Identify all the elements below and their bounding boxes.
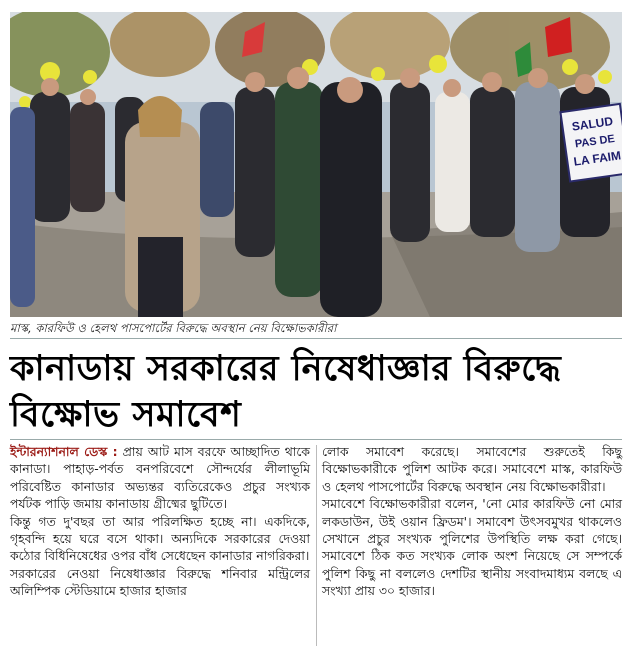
divider xyxy=(10,338,622,339)
paragraph: সরকারের নেওয়া নিষেধাজ্ঞার বিরুদ্ধে শনিবার মন্ট্রিলের অলিম্পিক স্টেডিয়ামে হাজার হাজার xyxy=(10,565,310,599)
news-photo xyxy=(10,12,622,317)
desk-label: ইন্টারন্যাশনাল ডেস্ক : xyxy=(10,444,118,459)
paragraph-text: প্রায় আট মাস বরফে আচ্ছাদিত থাকে কানাডা। পাহাড়-পর্বত বনপরিবেশে সৌন্দর্যের লীলাভূমি পরিবেষ্টিত কানাডার অভ্যন্তর ব্যতিরেকেও প্রচুর সংখ্যক পর্যটক পাড়ি জমায় কানাডায় গ্রীষ্মের ছুটিতে। xyxy=(10,444,310,512)
headline-line-1: কানাডায় সরকারের নিষেধাজ্ঞার বিরুদ্ধে xyxy=(10,349,562,389)
article-column-2 xyxy=(322,443,622,648)
paragraph: লোক সমাবেশ করেছে। সমাবেশের শুরুতেই কিছু বিক্ষোভকারীকে পুলিশ আটক করে। সমাবেশে মাস্ক, কারফিউ ও হেলথ পাসপোর্টের বিরুদ্ধে অবস্থান নেয় বিক্ষোভকারীরা। xyxy=(322,444,622,494)
placard-text: LA FAIM xyxy=(572,148,622,169)
paragraph: সমাবেশে বিক্ষোভকারীরা বলেন, 'নো মোর কারফিউ নো মোর লকডাউন, উই ওয়ান ফ্রিডম'। সমাবেশ উৎসবমুখর থাকলেও সেখানে প্রচুর সংখ্যক পুলিশের উপস্থিতি লক্ষ করা গেছে। সমাবেশে ঠিক কত সংখ্যক লোক অংশ নিয়েছে সে সম্পর্কে পুলিশ কিছু না বললেও দেশটির স্থানীয় সংবাদমাধ্যম বলছে এ সংখ্যা প্রায় ৩০ হাজার। xyxy=(322,496,622,599)
headline-line-2: বিক্ষোভ সমাবেশ xyxy=(10,395,242,435)
placard-text: PAS DE xyxy=(574,132,616,151)
divider xyxy=(10,439,622,440)
headline xyxy=(10,346,622,438)
placard-text: SALUD xyxy=(570,114,614,134)
photo-caption: মাস্ক, কারফিউ ও হেলথ পাসপোর্টের বিরুদ্ধে অবস্থান নেয় বিক্ষোভকারীরা xyxy=(10,321,337,335)
article-column-1 xyxy=(10,443,310,648)
paragraph xyxy=(10,443,310,513)
protest-photo-icon xyxy=(10,12,622,317)
article-body xyxy=(10,443,622,648)
column-divider xyxy=(316,445,317,646)
paragraph: কিন্তু গত দু'বছর তা আর পরিলক্ষিত হচ্ছে না। একদিকে, গৃহবন্দি হয়ে ঘরে বসে থাকা। অন্যদিকে সরকারের দেওয়া কঠোর বিধিনিষেধের ওপর বাঁধ সেধেছেন কানাডার নাগরিকরা। xyxy=(10,513,310,564)
